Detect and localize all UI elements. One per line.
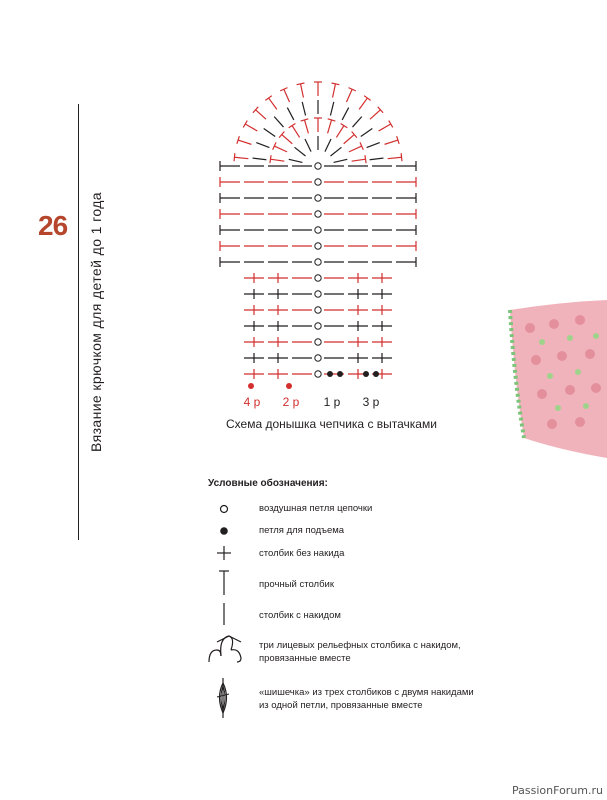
chain-stitch-icon: [218, 503, 230, 515]
crown-stitch: [342, 108, 349, 120]
crown-stitch-cap: [289, 123, 296, 127]
crown-stitch: [367, 143, 380, 148]
row-label: 2 р: [282, 395, 300, 409]
crown-stitch: [245, 124, 257, 131]
row-marker-dot: [248, 383, 254, 389]
crochet-chart: [200, 70, 436, 415]
chain-stitch: [315, 307, 321, 313]
crown-stitch: [238, 140, 251, 144]
crown-stitch: [370, 158, 384, 160]
crown-stitch: [274, 146, 287, 152]
crown-stitch: [305, 139, 311, 152]
crown-stitch: [334, 159, 348, 162]
chain-stitch: [315, 179, 321, 185]
chain-stitch: [315, 323, 321, 329]
turning-loop: [363, 371, 369, 377]
legend-item-chain: воздушная петля цепочки: [259, 503, 373, 514]
crown-stitch-cap: [364, 96, 370, 101]
crown-stitch-cap: [270, 155, 271, 163]
crown-stitch: [304, 120, 308, 133]
turning-loop: [337, 371, 343, 377]
crown-stitch-cap: [243, 121, 247, 128]
crown-stitch: [284, 89, 290, 102]
crown-stitch: [333, 84, 336, 98]
crown-stitch: [330, 102, 333, 116]
chain-stitch: [315, 339, 321, 345]
crown-stitch-cap: [389, 121, 393, 128]
turning-loop: [327, 371, 333, 377]
crown-stitch: [352, 159, 366, 161]
crown-stitch: [379, 124, 391, 131]
chain-stitch: [315, 275, 321, 281]
legend-item-strong-stitch: прочный столбик: [259, 579, 334, 590]
relief-cluster-icon: [205, 632, 245, 666]
chain-stitch: [315, 163, 321, 169]
chain-stitch: [315, 259, 321, 265]
crown-stitch: [328, 120, 332, 133]
crown-stitch: [325, 139, 331, 152]
crown-stitch-cap: [265, 96, 271, 101]
side-title: Вязание крючком для детей до 1 года: [88, 192, 104, 452]
crown-stitch: [388, 157, 402, 158]
chain-stitch: [315, 195, 321, 201]
crown-stitch: [287, 108, 294, 120]
crown-stitch: [234, 157, 248, 158]
crown-stitch-cap: [234, 153, 235, 161]
crown-stitch: [256, 143, 269, 148]
crown-stitch: [264, 129, 276, 137]
chain-stitch: [315, 243, 321, 249]
crown-stitch: [361, 129, 373, 137]
crown-stitch: [274, 117, 283, 127]
crown-stitch: [301, 84, 304, 98]
crown-stitch: [252, 158, 266, 160]
crown-stitch: [349, 146, 362, 152]
watermark: PassionForum.ru: [512, 784, 603, 797]
chain-stitch: [315, 371, 321, 377]
crown-stitch-cap: [401, 153, 402, 161]
legend-item-turning: петля для подъема: [259, 525, 345, 536]
legend-item-double-crochet: столбик с накидом: [259, 610, 341, 621]
crown-stitch: [336, 126, 344, 138]
crown-stitch: [289, 159, 303, 162]
double-crochet-icon: [216, 602, 232, 626]
turning-loop: [373, 371, 379, 377]
strong-stitch-icon: [216, 570, 232, 596]
crown-stitch-cap: [332, 83, 340, 85]
row-label: 4 р: [243, 395, 261, 409]
crown-stitch: [331, 147, 342, 156]
crown-stitch: [344, 135, 355, 144]
chart-caption: Схема донышка чепчика с вытачками: [226, 417, 437, 431]
legend-title: Условные обозначения:: [208, 478, 328, 489]
crown-stitch: [359, 98, 367, 109]
crown-stitch-cap: [365, 155, 366, 163]
crown-stitch-cap: [341, 123, 348, 127]
page-number: 26: [38, 210, 68, 241]
legend-item-relief-cluster: три лицевых рельефных столбика с накидом, провязанные вместе: [259, 640, 461, 664]
turning-loop-icon: [218, 525, 230, 537]
knitted-sample-photo: [500, 298, 607, 463]
legend-item-bobble: «шишечка» из трех столбиков с двумя накидами из одной петли, провязанные вместе: [259, 687, 474, 711]
crown-stitch: [282, 135, 293, 144]
crown-stitch: [370, 110, 380, 119]
crown-stitch: [352, 117, 361, 127]
crown-stitch: [256, 110, 266, 119]
row-marker-dot: [286, 383, 292, 389]
crown-stitch: [385, 140, 398, 144]
single-crochet-icon: [216, 545, 232, 561]
chain-stitch: [315, 291, 321, 297]
crown-stitch: [295, 147, 306, 156]
bobble-icon: [213, 677, 233, 719]
chain-stitch: [315, 227, 321, 233]
legend-item-single-crochet: столбик без накида: [259, 548, 345, 559]
crown-stitch: [269, 98, 277, 109]
chain-stitch: [315, 211, 321, 217]
crown-stitch: [270, 159, 284, 161]
side-rule: [78, 104, 79, 540]
row-label: 3 р: [362, 395, 380, 409]
crown-stitch: [302, 102, 305, 116]
crown-stitch-cap: [297, 83, 305, 85]
crown-stitch: [292, 126, 300, 138]
crown-stitch: [346, 89, 352, 102]
row-label: 1 р: [323, 395, 341, 409]
chain-stitch: [315, 355, 321, 361]
